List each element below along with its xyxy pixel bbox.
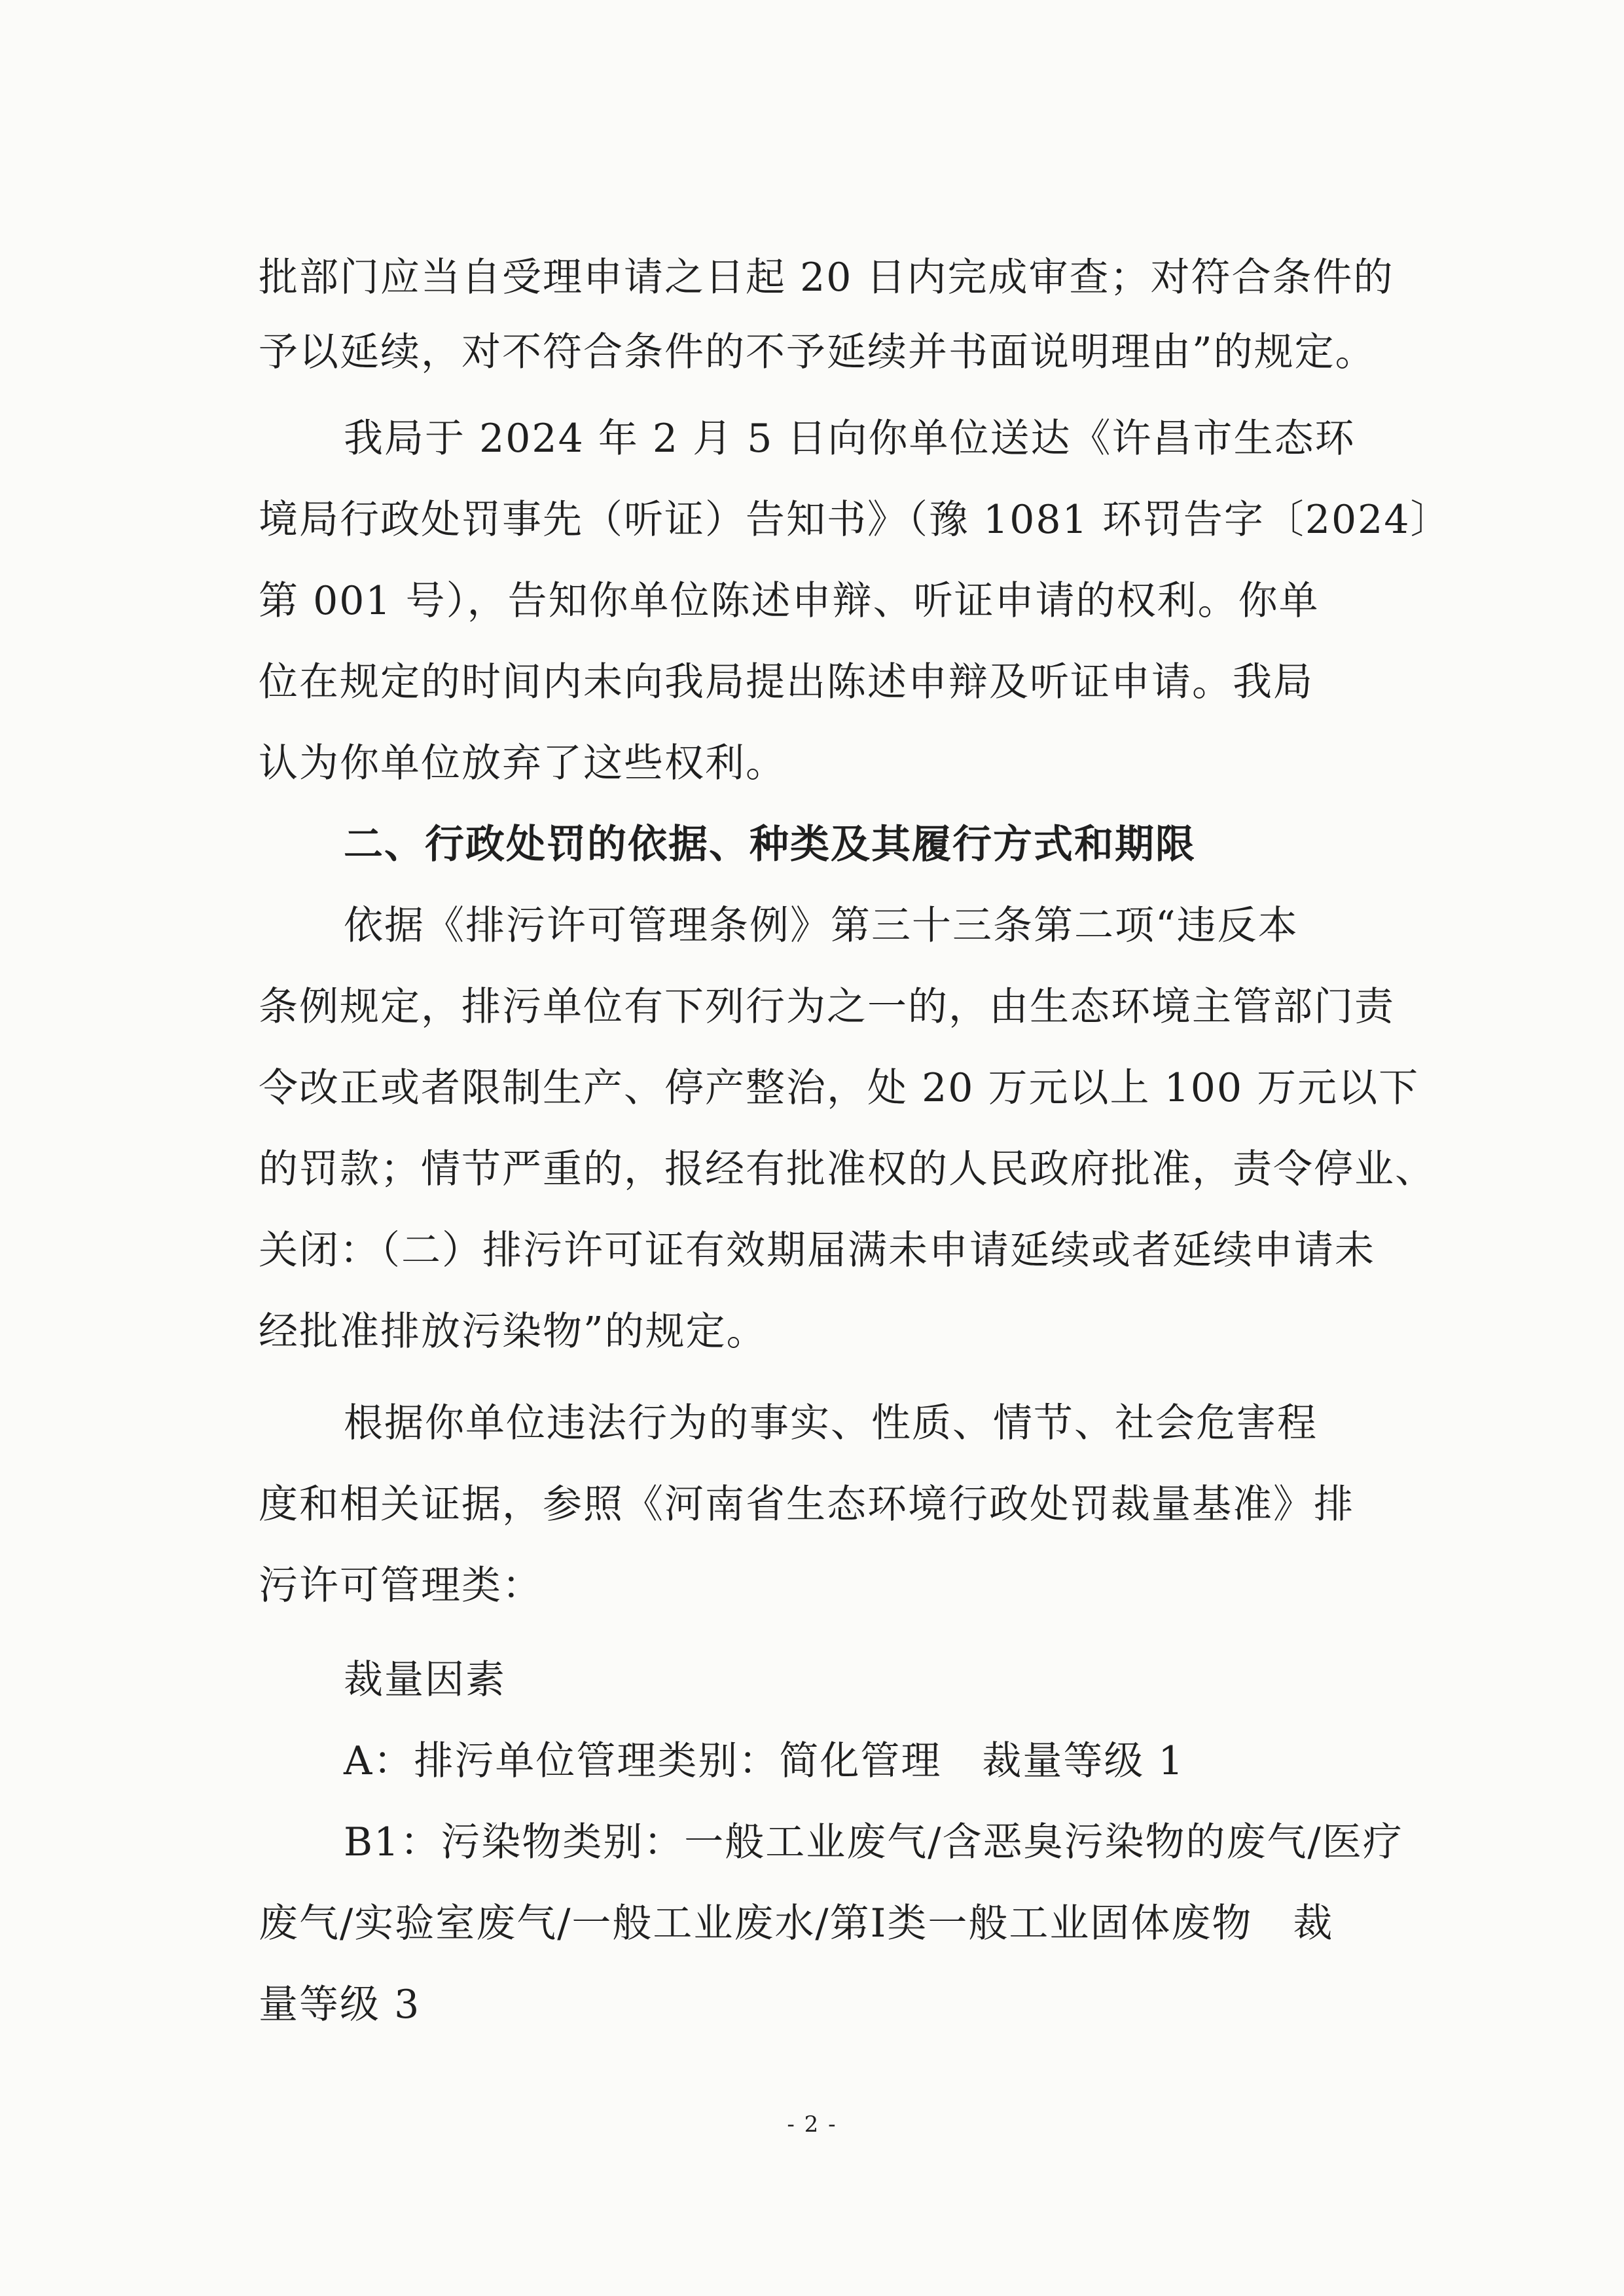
paragraph-line: 第 001 号），告知你单位陈述申辩、听证申请的权利。你单 bbox=[259, 578, 1320, 624]
paragraph-line: 依据《排污许可管理条例》第三十三条第二项“违反本 bbox=[344, 903, 1299, 949]
paragraph-line: 予以延续，对不符合条件的不予延续并书面说明理由”的规定。 bbox=[259, 329, 1376, 375]
paragraph-line: 我局于 2024 年 2 月 5 日向你单位送达《许昌市生态环 bbox=[344, 416, 1356, 462]
paragraph-line: 批部门应当自受理申请之日起 20 日内完成审查；对符合条件的 bbox=[259, 255, 1394, 301]
paragraph-line: 关闭：（二）排污许可证有效期届满未申请延续或者延续申请未 bbox=[259, 1228, 1375, 1273]
paragraph-line: 根据你单位违法行为的事实、性质、情节、社会危害程 bbox=[344, 1400, 1318, 1446]
paragraph-line: 污许可管理类： bbox=[259, 1563, 543, 1609]
paragraph-line: 境局行政处罚事先（听证）告知书》（豫 1081 环罚告字〔2024〕 bbox=[259, 497, 1451, 543]
paragraph-line: 条例规定，排污单位有下列行为之一的，由生态环境主管部门责 bbox=[259, 984, 1395, 1030]
paragraph-line: 认为你单位放弃了这些权利。 bbox=[259, 740, 786, 786]
section-heading: 二、行政处罚的依据、种类及其履行方式和期限 bbox=[344, 822, 1196, 867]
paragraph-line: 度和相关证据，参照《河南省生态环境行政处罚裁量基准》排 bbox=[259, 1482, 1354, 1527]
page-number: - 2 - bbox=[787, 2111, 837, 2138]
paragraph-line: A：排污单位管理类别：简化管理 裁量等级 1 bbox=[344, 1738, 1185, 1784]
paragraph-line: B1：污染物类别：一般工业废气/含恶臭污染物的废气/医疗 bbox=[344, 1819, 1403, 1865]
paragraph-line: 废气/实验室废气/一般工业废水/第Ⅰ类一般工业固体废物 裁 bbox=[259, 1901, 1334, 1946]
paragraph-line: 裁量因素 bbox=[344, 1657, 506, 1703]
paragraph-line: 令改正或者限制生产、停产整治，处 20 万元以上 100 万元以下 bbox=[259, 1065, 1420, 1111]
paragraph-line: 的罚款；情节严重的，报经有批准权的人民政府批准，责令停业、 bbox=[259, 1146, 1435, 1192]
paragraph-line: 量等级 3 bbox=[259, 1982, 421, 2028]
paragraph-line: 经批准排放污染物”的规定。 bbox=[259, 1309, 767, 1355]
paragraph-line: 位在规定的时间内未向我局提出陈述申辩及听证申请。我局 bbox=[259, 659, 1314, 705]
